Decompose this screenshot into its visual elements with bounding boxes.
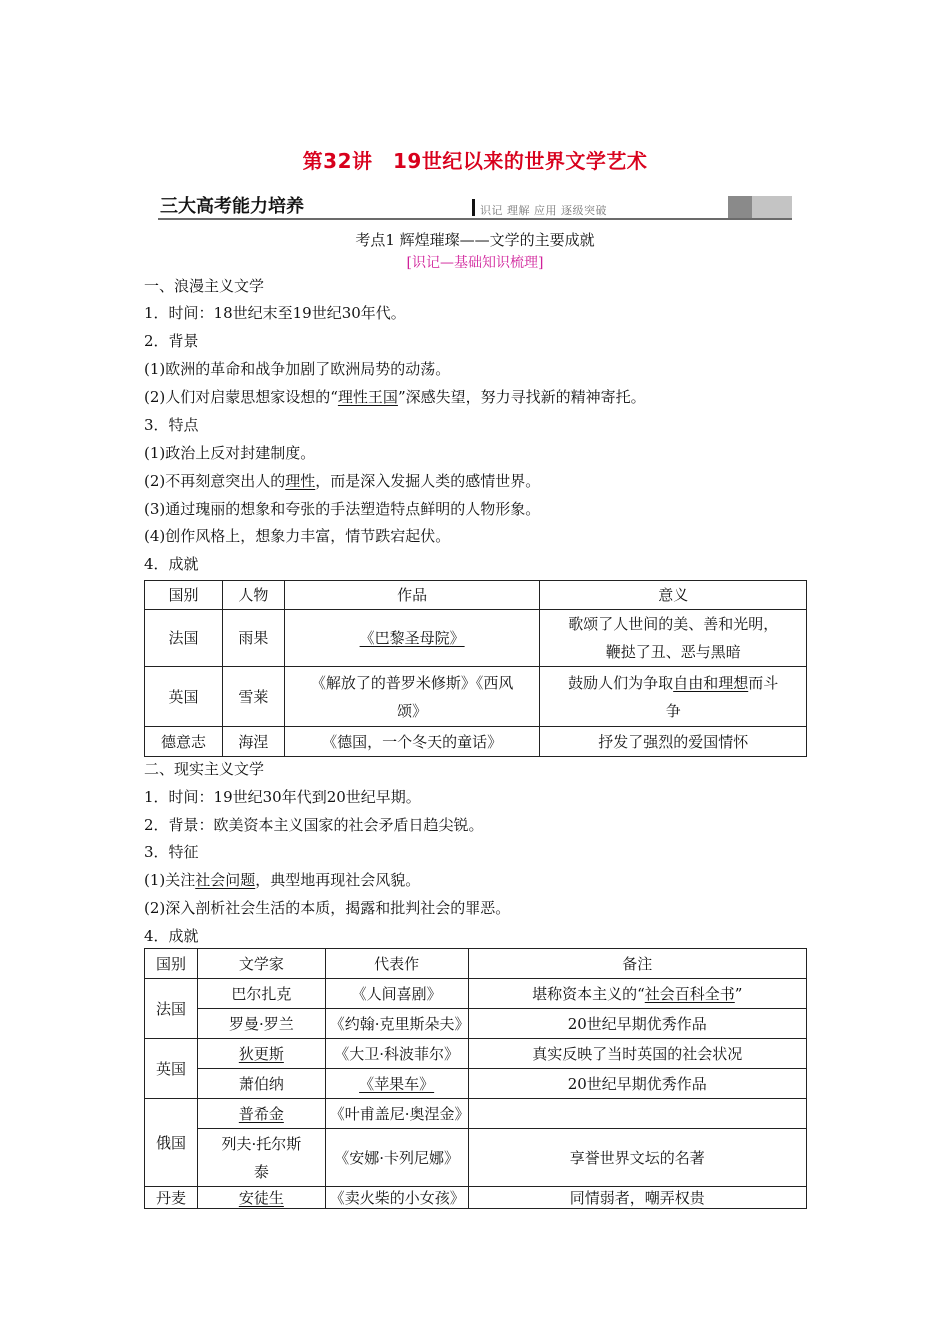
underlined-term: 安徒生	[238, 1188, 284, 1207]
table-row	[145, 1039, 807, 1069]
table-header-cell: 文学家	[197, 949, 325, 979]
section-banner	[158, 196, 792, 220]
table-cell	[468, 1099, 806, 1129]
text-line: (1)欧洲的革命和战争加剧了欧洲局势的动荡。	[144, 360, 451, 378]
text-span: 鼓励人们为争取	[568, 673, 674, 692]
text-line: (4)创作风格上，想象力丰富，情节跌宕起伏。	[144, 527, 451, 545]
topic-heading: 考点1 辉煌璀璨——文学的主要成就	[355, 231, 595, 249]
table-cell: 雨果	[222, 610, 284, 667]
text-line: 4．成就	[144, 555, 199, 573]
underlined-term: 社会问题	[195, 871, 256, 889]
text-span: ，典型地再现社会风貌。	[255, 871, 421, 889]
underlined-term: 《苹果车》	[359, 1074, 435, 1093]
underlined-term: 《巴黎圣母院》	[359, 629, 465, 647]
text-line	[144, 470, 540, 491]
table-cell	[197, 1187, 325, 1209]
table-cell: 《大卫·科波菲尔》	[325, 1039, 468, 1069]
romanticism-table	[144, 580, 807, 757]
table-header-row	[145, 581, 807, 610]
banner-title: 三大高考能力培养	[160, 196, 304, 217]
banner-subtitle: 识记 理解 应用 逐级突破	[480, 204, 607, 217]
table-cell: 《德国，一个冬天的童话》	[284, 727, 540, 757]
table-cell: 《叶甫盖尼·奥涅金》	[325, 1099, 468, 1129]
banner-light-block	[752, 196, 792, 218]
text-line: 2．背景：欧美资本主义国家的社会矛盾日趋尖锐。	[144, 816, 484, 834]
table-header-cell: 国别	[145, 949, 198, 979]
text-line	[144, 869, 420, 890]
table-cell: 巴尔扎克	[197, 979, 325, 1009]
banner-separator	[472, 199, 475, 216]
text-span: 堪称资本主义的“	[532, 984, 645, 1003]
table-cell	[284, 667, 540, 727]
table-header-cell: 代表作	[325, 949, 468, 979]
table-cell: 同情弱者，嘲弄权贵	[468, 1187, 806, 1209]
underlined-term: 狄更斯	[238, 1044, 284, 1063]
table-header-cell: 意义	[540, 581, 807, 610]
table-cell	[325, 1069, 468, 1099]
text-span: (1)关注	[144, 871, 196, 889]
table-row	[145, 667, 807, 727]
cell-line: 争	[665, 701, 681, 720]
table-header-cell: 备注	[468, 949, 806, 979]
table-header-cell: 作品	[284, 581, 540, 610]
table-cell	[468, 979, 806, 1009]
page-title: 第32讲 19世纪以来的世界文学艺术	[302, 149, 648, 173]
text-line: (1)政治上反对封建制度。	[144, 444, 316, 462]
text-line: 1．时间：19世纪30年代到20世纪早期。	[144, 788, 421, 806]
cell-line: 歌颂了人世间的美、善和光明，	[568, 615, 779, 633]
underlined-term: 自由和理想	[673, 673, 749, 692]
table-cell	[197, 1129, 325, 1187]
table-cell	[197, 1099, 325, 1129]
table-cell: 真实反映了当时英国的社会状况	[468, 1039, 806, 1069]
realism-table	[144, 948, 807, 1209]
table-row	[145, 979, 807, 1009]
text-span: (2)不再刻意突出人的	[144, 472, 286, 490]
table-cell: 享誉世界文坛的名著	[468, 1129, 806, 1187]
table-cell: 抒发了强烈的爱国情怀	[540, 727, 807, 757]
table-cell	[540, 610, 807, 667]
table-row	[145, 610, 807, 667]
table-cell	[284, 610, 540, 667]
text-span: ”深感失望，努力寻找新的精神寄托。	[397, 388, 646, 406]
table-cell: 《约翰·克里斯朵夫》	[325, 1009, 468, 1039]
text-line: 4．成就	[144, 927, 199, 945]
table-cell: 《人间喜剧》	[325, 979, 468, 1009]
table-cell: 《安娜·卡列尼娜》	[325, 1129, 468, 1187]
cell-line: 鞭挞了丑、恶与黑暗	[605, 643, 741, 661]
table-row	[145, 1069, 807, 1099]
table-cell: 《卖火柴的小女孩》	[325, 1187, 468, 1209]
text-span: ”	[734, 984, 743, 1003]
banner-underline	[158, 218, 792, 220]
table-header-cell: 人物	[222, 581, 284, 610]
text-span: ，而是深入发掘人类的感情世界。	[315, 472, 541, 490]
text-line: 3．特征	[144, 843, 199, 861]
table-cell: 萧伯纳	[197, 1069, 325, 1099]
table-cell: 雪莱	[222, 667, 284, 727]
text-line: 3．特点	[144, 416, 199, 434]
table-cell: 海涅	[222, 727, 284, 757]
underlined-term: 社会百科全书	[644, 984, 735, 1003]
table-cell	[540, 667, 807, 727]
text-span: (2)人们对启蒙思想家设想的“	[144, 388, 338, 406]
section-heading-realism: 二、现实主义文学	[144, 760, 265, 778]
table-cell: 俄国	[145, 1099, 198, 1187]
table-cell: 法国	[145, 610, 223, 667]
topic-note: [识记—基础知识梳理]	[406, 255, 544, 271]
table-cell: 英国	[145, 1039, 198, 1099]
table-cell	[197, 1039, 325, 1069]
text-line: (2)深入剖析社会生活的本质，揭露和批判社会的罪恶。	[144, 899, 511, 917]
underlined-term: 理性	[285, 472, 316, 490]
underlined-term: 理性王国	[337, 388, 398, 406]
table-header-row	[145, 949, 807, 979]
table-row	[145, 1099, 807, 1129]
table-cell: 英国	[145, 667, 223, 727]
section-heading-romanticism: 一、浪漫主义文学	[144, 277, 265, 295]
text-span: 而斗	[748, 673, 779, 692]
banner-dark-block	[728, 196, 752, 218]
cell-line: 泰	[253, 1162, 269, 1181]
table-cell: 20世纪早期优秀作品	[468, 1009, 806, 1039]
underlined-term: 普希金	[238, 1104, 284, 1123]
cell-line	[544, 669, 802, 697]
table-cell: 丹麦	[145, 1187, 198, 1209]
table-row	[145, 1187, 807, 1209]
cell-line: 《解放了的普罗米修斯》《西风	[310, 673, 514, 692]
cell-line: 颂》	[397, 701, 428, 720]
table-row	[145, 1009, 807, 1039]
table-row	[145, 1129, 807, 1187]
text-line: (3)通过瑰丽的想象和夸张的手法塑造特点鲜明的人物形象。	[144, 500, 541, 518]
text-line: 2．背景	[144, 332, 199, 350]
table-row	[145, 727, 807, 757]
table-cell: 20世纪早期优秀作品	[468, 1069, 806, 1099]
cell-line: 列夫·托尔斯	[221, 1134, 302, 1153]
table-header-cell: 国别	[145, 581, 223, 610]
table-cell: 罗曼·罗兰	[197, 1009, 325, 1039]
table-cell: 德意志	[145, 727, 223, 757]
text-line: 1．时间：18世纪末至19世纪30年代。	[144, 304, 406, 322]
table-cell: 法国	[145, 979, 198, 1039]
text-line	[144, 386, 646, 407]
